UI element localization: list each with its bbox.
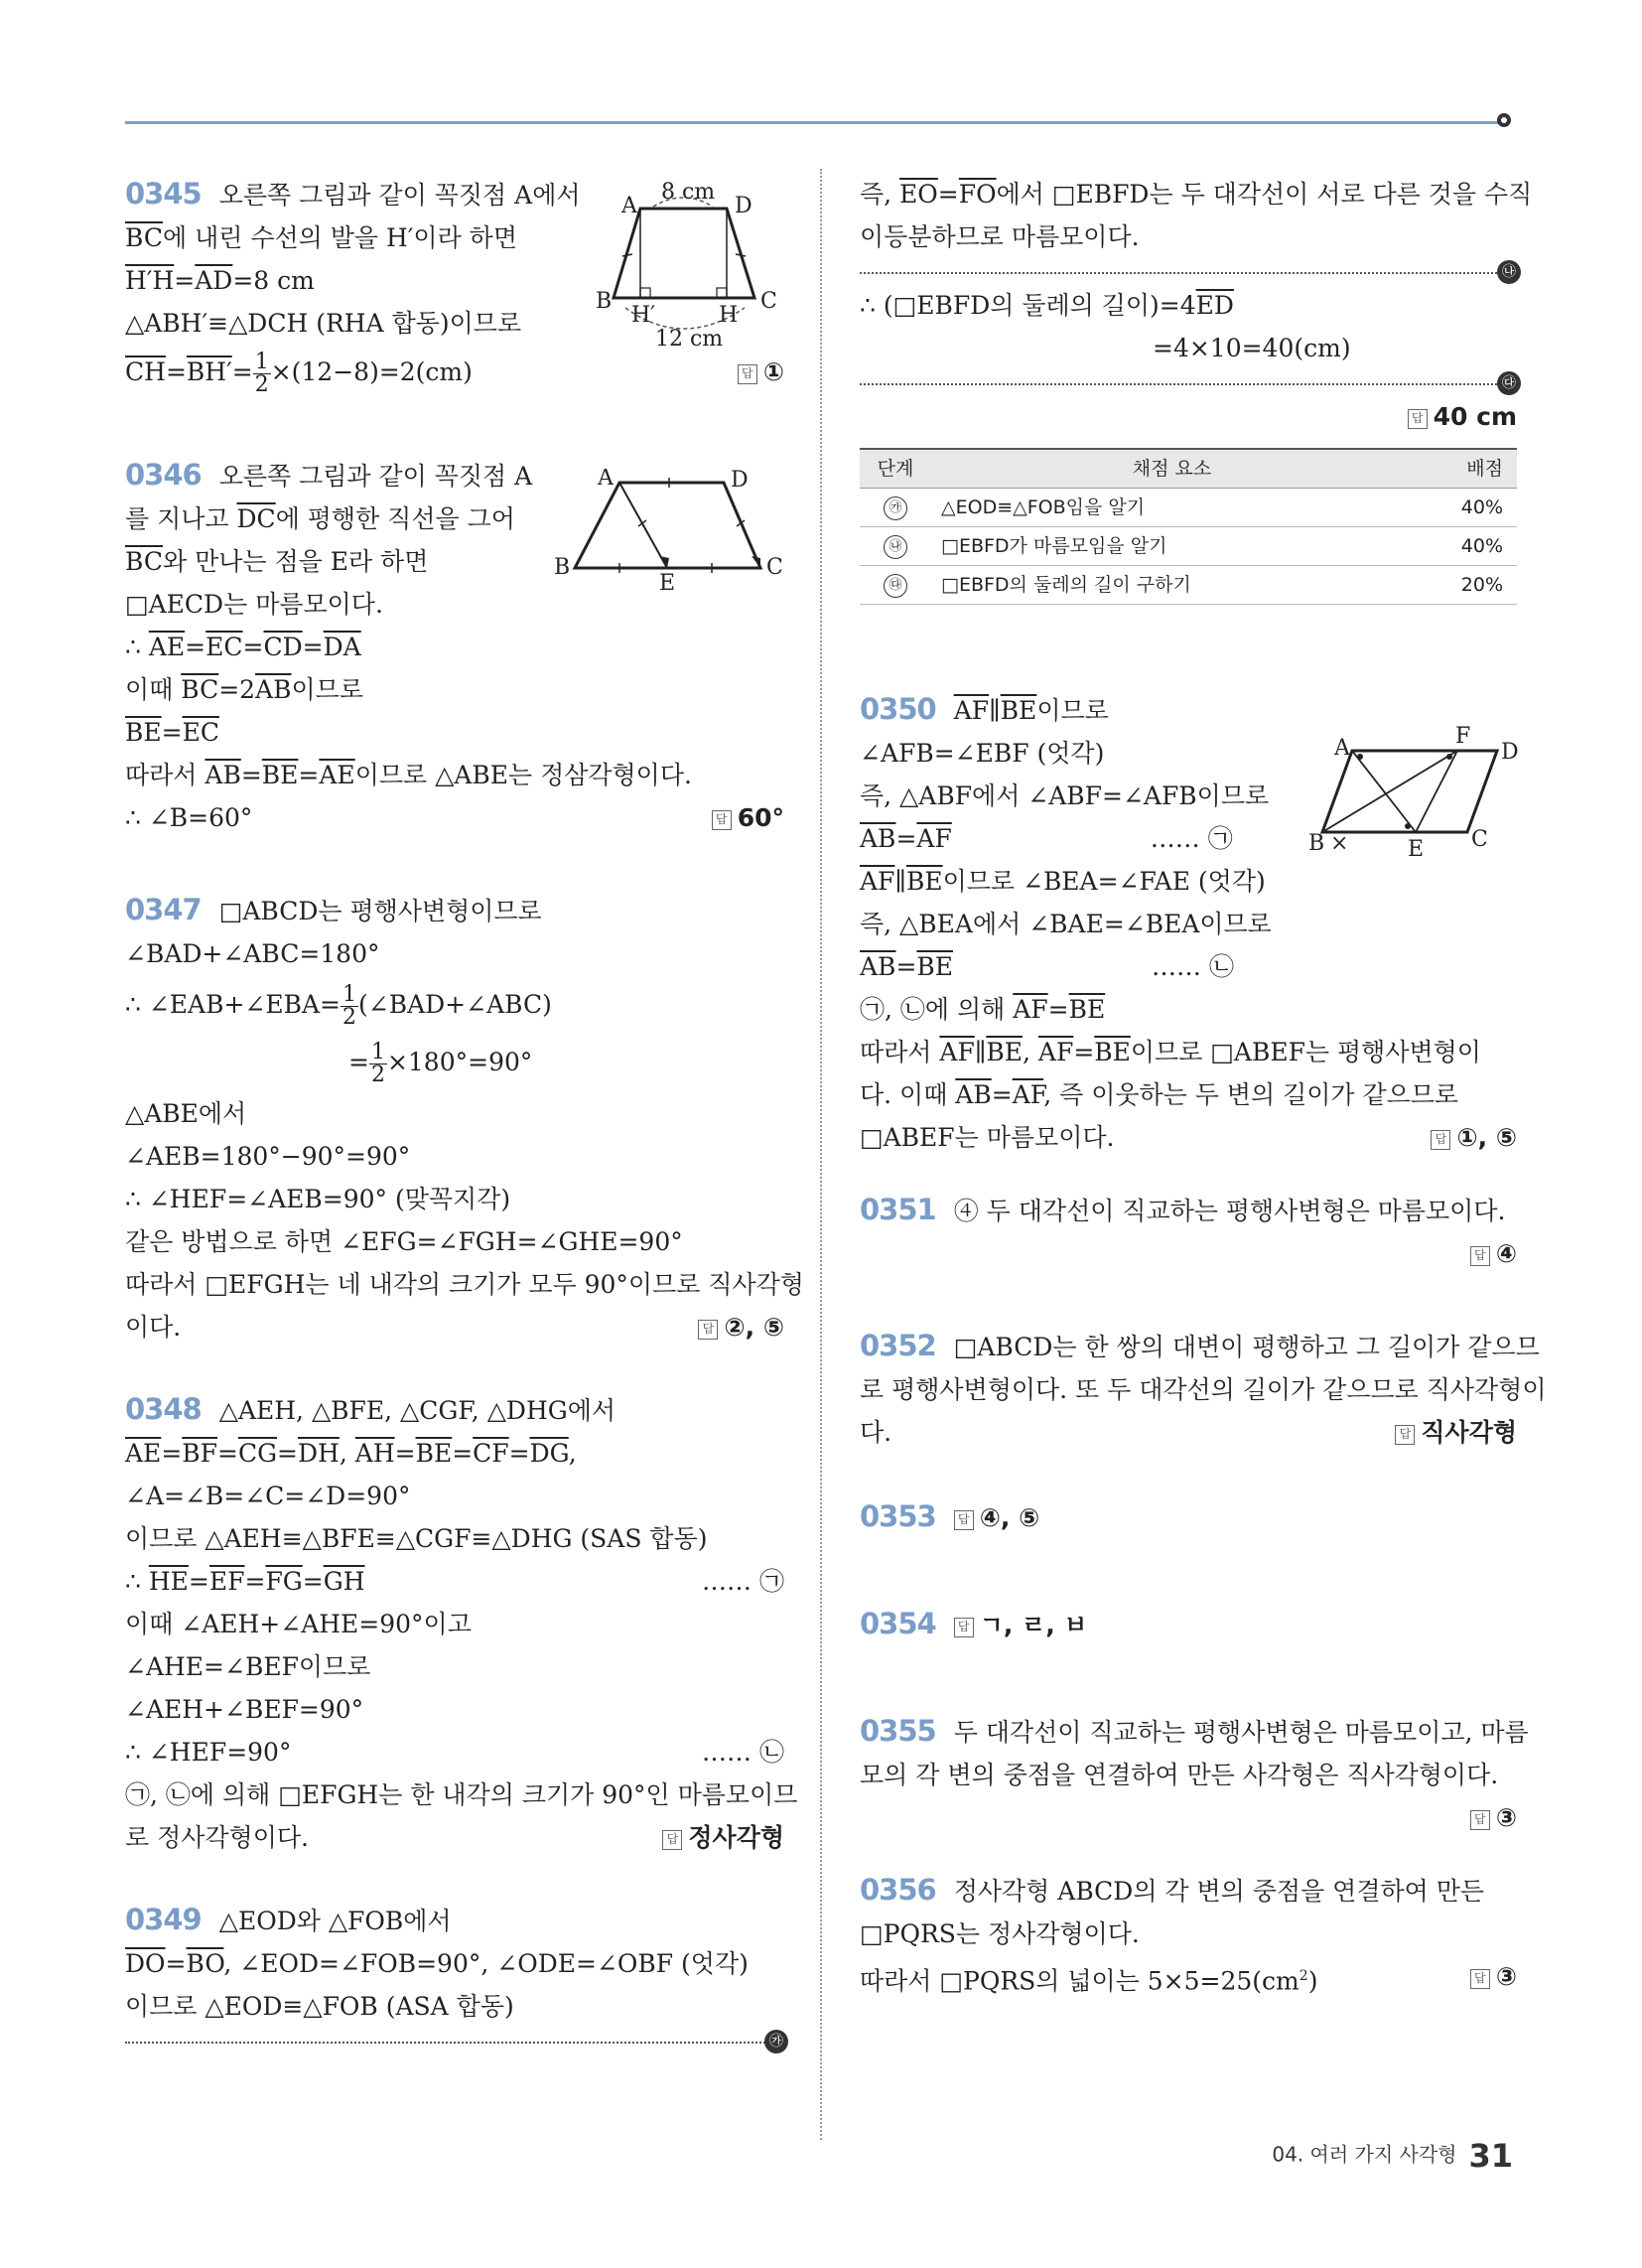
answer: 답 ②, ⑤: [698, 1306, 784, 1348]
svg-text:B: B: [1308, 831, 1325, 856]
fraction: $\frac{1}{2}$: [370, 1040, 385, 1087]
right-column: [860, 173, 1547, 2002]
answer: 답 정사각형: [662, 1816, 784, 1859]
answer: 답 ③: [860, 1796, 1517, 1839]
left-column: [125, 173, 804, 2054]
svg-text:H′: H′: [631, 303, 656, 328]
answer: 답 ①, ⑤: [1431, 1116, 1517, 1159]
answer: 답 60°: [712, 796, 784, 839]
problem-number: 0352: [860, 1329, 936, 1362]
problem-number: 0345: [125, 177, 202, 211]
svg-text:8 cm: 8 cm: [661, 180, 716, 205]
dotted-rule: ㉯: [860, 272, 1517, 274]
problem-number: 0346: [125, 458, 202, 492]
svg-text:B: B: [554, 555, 571, 580]
svg-text:A: A: [1334, 736, 1350, 761]
page-footer: [1272, 2137, 1513, 2175]
trapezoid-figure-0345: [596, 179, 794, 353]
page-number: 31: [1468, 2137, 1513, 2175]
problem-0350: 0350 $\overline{AF}\parallel\overline{BE}$이므로 ∠AFB=∠EBF (엇각) 즉, △ABF에서 ∠ABF=∠AFB이므로 $\overline{AB}=\overline{AF}$ …… ㉠ $\overline{AF}\parallel\overline{BE}$이므로 ∠BEA=∠FAE (엇각) 즉, △BEA에서 ∠BAE=∠BEA이므로 $\overline{AB}=\overline{BE}$ …… ㉡ ㉠, ㉡에 의해 $\overline{AF}=\overline{BE}$ 따라서 $\overline{AF}\parallel\overline{BE}$, $\overline{AF}=\overline{BE}$이므로 □ABEF는 평행사변형이 다. 이때 $\overline{AB}=\overline{AF}$, 즉 이웃하는 두 변의 길이가 같으므로 □ABEF는 마름모이다. 답 ①, ⑤: [860, 688, 1517, 1159]
problem-0348: 0348 △AEH, △BFE, △CGF, △DHG에서 $\overline{AE}=\overline{BF}=\overline{CG}=\overline{DH}$, $\overline{AH}=\overline{BE}=\overline{CF}=\overline{DG}$, ∠A=∠B=∠C=∠D=90° 이므로 △AEH≡△BFE≡△CGF≡△DHG (SAS 합동) ∴ $\overline{HE}=\overline{EF}=\overline{FG}=\overline{GH}$ …… ㉠ 이때 ∠AEH+∠AHE=90°이고 ∠AHE=∠BEF이므로 ∠AEH+∠BEF=90° ∴ ∠HEF=90° …… ㉡ ㉠, ㉡에 의해 □EFGH는 한 내각의 크기가 90°인 마름모이므 로 정사각형이다. 답 정사각형: [125, 1388, 784, 1859]
problem-number: 0355: [860, 1714, 936, 1748]
problem-number: 0351: [860, 1193, 936, 1226]
svg-text:B: B: [596, 289, 613, 314]
parallelogram-figure-0350: [1308, 721, 1527, 870]
problem-0346: 0346 오른쪽 그림과 같이 꼭짓점 A 를 지나고 $\overline{DC}$에 평행한 직선을 그어 $\overline{BC}$와 만나는 점을 E라 하면 □AECD는 마름모이다. ∴ $\overline{AE}=\overline{EC}=\overline{CD}=\overline{DA}$ 이때 $\overline{BC}=2\overline{AB}$이므로 $\overline{BE}=\overline{EC}$ 따라서 $\overline{AB}=\overline{BE}=\overline{AE}$이므로 △ABE는 정삼각형이다. ∴ ∠B=60° 답 60°: [125, 454, 784, 839]
answer: 답 ①: [738, 351, 784, 393]
problem-number: 0347: [125, 893, 202, 926]
svg-text:D: D: [1501, 740, 1519, 765]
problem-0356: 0356 정사각형 ABCD의 각 변의 중점을 연결하여 만든 □PQRS는 정사각형이다. 따라서 □PQRS의 넓이는 $5\times 5=25(cm^2)$ 답 ③: [860, 1869, 1517, 2002]
answer: 답 ③: [1470, 1955, 1517, 1998]
column-separator: [820, 169, 822, 2140]
svg-text:×: ×: [1330, 831, 1349, 856]
problem-0354: 0354 답 ㄱ, ㄹ, ㅂ: [860, 1607, 1088, 1640]
dotted-rule: ㉰: [860, 383, 1517, 385]
dotted-rule: ㉮: [125, 2042, 784, 2044]
problem-number: 0348: [125, 1392, 202, 1426]
problem-0351: 0351 ④ 두 대각선이 직교하는 평행사변형은 마름모이다. 답 ④: [860, 1189, 1517, 1275]
problem-0349-continued: 즉, $\overline{EO}=\overline{FO}$에서 □EBFD는 두 대각선이 서로 다른 것을 수직 이등분하므로 마름모이다. ㉯ ∴ (□EBFD의 둘레의 길이)$=4\overline{ED}$ =4×10=40(cm) ㉰ 답 40 cm 단계 채점 요소 배점 ㉮ △EOD≡△FOB임을 알기 40% ㉯ □EBFD가 마름모임을 알기 40% ㉰ □EBFD의 둘레의 길이 구하기 20%: [860, 173, 1517, 605]
rhombus-figure-0346: [550, 469, 788, 593]
problem-number: 0349: [125, 1903, 202, 1936]
chapter-title: 04. 여러 가지 사각형: [1272, 2142, 1457, 2167]
top-rule-dot: [1497, 113, 1511, 127]
answer: 답 직사각형: [1395, 1411, 1517, 1454]
top-rule: [125, 121, 1505, 124]
svg-text:E: E: [1408, 837, 1425, 862]
problem-0353: 0353 답 ④, ⑤: [860, 1499, 1040, 1533]
answer: 답 ④: [860, 1232, 1517, 1275]
svg-text:C: C: [760, 289, 777, 314]
table-row: ㉰ □EBFD의 둘레의 길이 구하기 20%: [860, 566, 1517, 605]
svg-text:A: A: [598, 469, 614, 491]
svg-text:12 cm: 12 cm: [655, 327, 724, 352]
svg-text:F: F: [1455, 724, 1471, 749]
svg-text:C: C: [1471, 827, 1488, 852]
grading-table: 단계 채점 요소 배점 ㉮ △EOD≡△FOB임을 알기 40% ㉯ □EBFD가 마름모임을 알기 40% ㉰ □EBFD의 둘레의 길이 구하기 20%: [860, 448, 1517, 605]
problem-number: 0350: [860, 692, 936, 726]
problem-number: 0354: [860, 1607, 936, 1640]
table-row: ㉮ △EOD≡△FOB임을 알기 40%: [860, 489, 1517, 527]
svg-text:C: C: [766, 555, 783, 580]
problem-0352: 0352 □ABCD는 한 쌍의 대변이 평행하고 그 길이가 같으므 로 평행사변형이다. 또 두 대각선의 길이가 같으므로 직사각형이 다. 답 직사각형: [860, 1325, 1517, 1454]
fraction: $\frac{1}{2}$: [342, 982, 356, 1030]
table-row: ㉯ □EBFD가 마름모임을 알기 40%: [860, 527, 1517, 566]
answer: 답 40 cm: [860, 395, 1517, 438]
fraction: $\frac{1}{2}$: [254, 350, 269, 397]
problem-0347: 0347 □ABCD는 평행사변형이므로 ∠BAD+∠ABC=180° ∴ ∠EAB+∠EBA= $\frac{1}{2}$ (∠BAD+∠ABC) = $\frac{1}{2}$ ×180°=90° △ABE에서 ∠AEB=180°−90°=90° ∴ ∠HEF=∠AEB=90° (맞꼭지각) 같은 방법으로 하면 ∠EFG=∠FGH=∠GHE=90° 따라서 □EFGH는 네 내각의 크기가 모두 90°이므로 직사각형 이다. 답 ②, ⑤: [125, 889, 784, 1348]
svg-text:H: H: [719, 303, 739, 328]
svg-text:E: E: [659, 571, 676, 593]
problem-number: 0353: [860, 1499, 936, 1533]
problem-0349: 0349 △EOD와 △FOB에서 $\overline{DO}=\overline{BO}$, ∠EOD=∠FOB=90°, ∠ODE=∠OBF (엇각) 이므로 △EOD≡△FOB (ASA 합동) ㉮: [125, 1899, 784, 2044]
problem-number: 0356: [860, 1873, 936, 1907]
problem-0345: 0345 오른쪽 그림과 같이 꼭짓점 A에서 $\overline{BC}$에 내린 수선의 발을 H′이라 하면 $H'H=\overline{AD}=8$ cm △ABH′≡△DCH (RHA 합동)이므로 $\overline{CH}=BH'=$ $\frac{1}{2}$ ×(12−8)=2(cm) 답 ①: [125, 177, 784, 397]
svg-text:D: D: [735, 194, 753, 218]
problem-0355: 0355 두 대각선이 직교하는 평행사변형은 마름모이고, 마름 모의 각 변의 중점을 연결하여 만든 사각형은 직사각형이다. 답 ③: [860, 1710, 1517, 1839]
svg-text:A: A: [621, 194, 637, 218]
svg-text:D: D: [731, 469, 749, 493]
